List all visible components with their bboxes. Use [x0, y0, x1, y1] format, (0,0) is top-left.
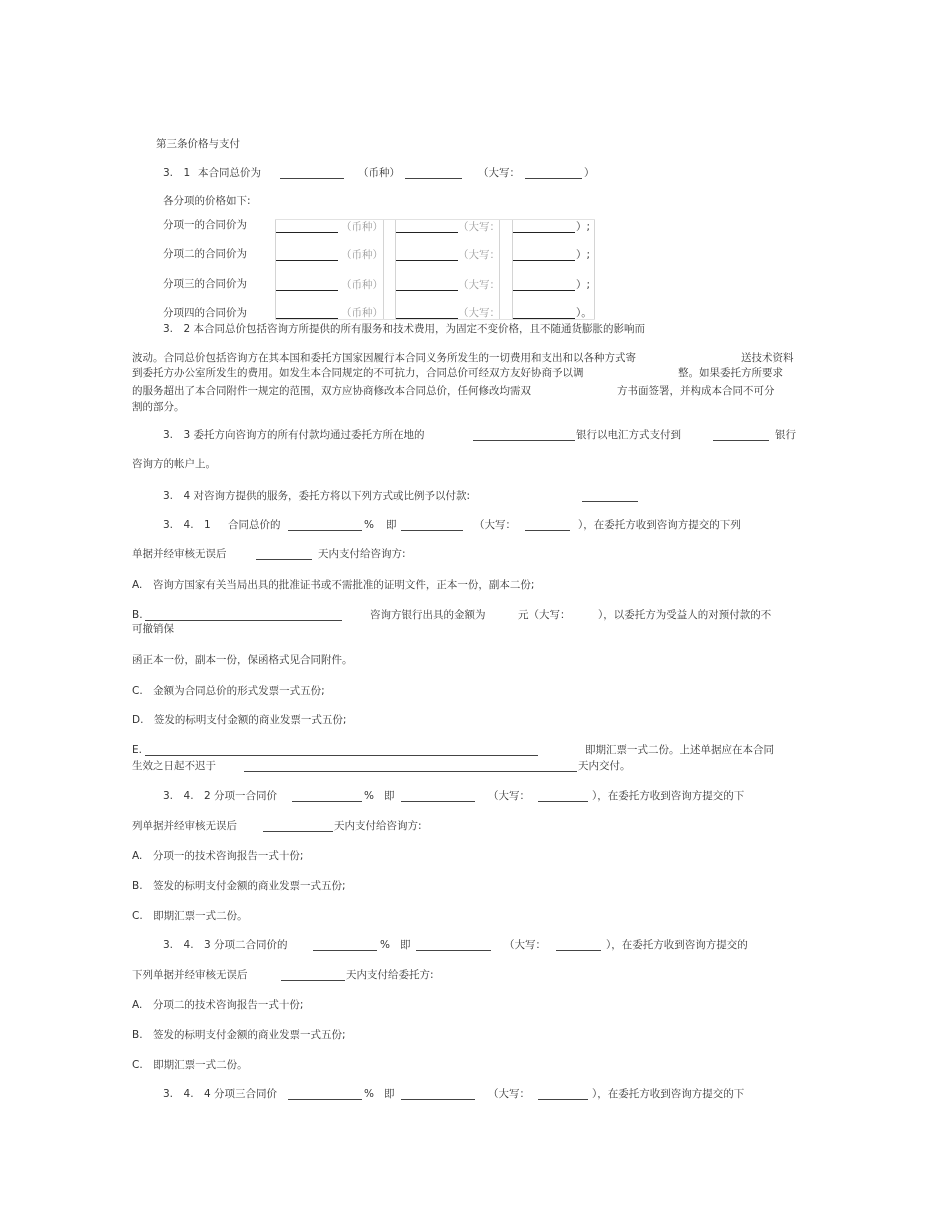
currency-label: （币种）	[358, 167, 400, 179]
doc-item-e-tail: 天内交付。	[578, 760, 631, 772]
item-daxie-blank[interactable]	[513, 260, 575, 261]
daxie-label: （大写：	[488, 1088, 530, 1100]
clause-3-4-2-num: 3. 4. 2	[163, 790, 211, 802]
delivery-days-blank[interactable]	[244, 760, 577, 772]
clause-3-4-3-label: 分项二合同价的	[214, 939, 288, 951]
clause-3-2-line-3b: 整。如果委托方所要求	[678, 367, 783, 379]
clause-3-4-4-label: 分项三合同价	[214, 1088, 277, 1100]
amount-blank[interactable]	[401, 790, 475, 802]
clause-3-4-3-num: 3. 4. 3	[163, 939, 211, 951]
doc-item-a: A. 咨询方国家有关当局出具的批准证书或不需批准的证明文件，正本一份，副本二份;	[132, 579, 535, 591]
clause-3-2-line-4: 的服务超出了本合同附件一规定的范围，双方应协商修改本合同总价，任何修改均需双	[132, 385, 531, 397]
item-currency-label: （币种）	[341, 249, 383, 261]
clause-3-2-line-3: 到委托方办公室所发生的费用。如发生本合同规定的不可抗力，合同总价可经双方友好协商予以调	[132, 367, 584, 379]
ji-label: 即	[384, 790, 395, 802]
daxie-blank[interactable]	[525, 167, 582, 179]
clause-3-4-1-label: 合同总价的	[228, 519, 281, 531]
pct-blank[interactable]	[288, 1088, 362, 1100]
pct-sign: %	[364, 790, 374, 802]
pct-sign: %	[380, 939, 390, 951]
clause-3-3-line-1: 3. 3 委托方向咨询方的所有付款均通过委托方所在地的	[163, 429, 425, 441]
doc-item-c: C. 金额为合同总价的形式发票一式五份;	[132, 685, 325, 697]
ji-label: 即	[400, 939, 411, 951]
section-title: 第三条价格与支付	[156, 138, 240, 150]
clause-3-4-4-num: 3. 4. 4	[163, 1088, 211, 1100]
item-currency-label: （币种）	[341, 221, 383, 233]
clause-3-3-bank: 银行	[775, 429, 796, 441]
daxie-label: （大写：	[474, 519, 516, 531]
item-label: 分项四的合同价为	[163, 307, 247, 319]
doc-item-a: A. 分项二的技术咨询报告一式十份;	[132, 999, 304, 1011]
daxie-close: ）	[584, 167, 595, 179]
doc-item-e-text: 即期汇票一式二份。上述单据应在本合同	[585, 744, 774, 756]
clause-3-4-text: 3. 4 对咨询方提供的服务，委托方将以下列方式或比例予以付款:	[163, 490, 471, 502]
daxie-label: （大写：	[504, 939, 546, 951]
consultant-bank-blank[interactable]	[713, 429, 769, 441]
item-daxie-label: （大写：	[458, 307, 500, 319]
doc-item-b-tail: ），以委托方为受益人的对预付款的不	[598, 609, 772, 621]
clause-3-4-2-line-2: 列单据并经审核无误后	[132, 820, 237, 832]
currency-blank[interactable]	[405, 167, 462, 179]
item-daxie-label: （大写：	[458, 249, 500, 261]
bank-blank[interactable]	[473, 429, 575, 441]
item-label: 分项一的合同价为	[163, 219, 247, 231]
item-end: ）;	[576, 279, 591, 291]
doc-item-b: B. 签发的标明支付金额的商业发票一式五份;	[132, 880, 346, 892]
pct-blank[interactable]	[313, 939, 377, 951]
amount-blank[interactable]	[401, 1088, 475, 1100]
item-end: ）。	[576, 307, 592, 319]
item-daxie-label: （大写：	[458, 221, 500, 233]
item-end: ）;	[576, 249, 591, 261]
pct-blank[interactable]	[288, 519, 362, 531]
item-currency-blank[interactable]	[396, 318, 458, 319]
item-label: 分项二的合同价为	[163, 248, 247, 260]
clause-3-3-line-2: 咨询方的帐户上。	[132, 458, 216, 470]
item-daxie-blank[interactable]	[513, 318, 575, 319]
doc-item-c: C. 即期汇票一式二份。	[132, 1059, 248, 1071]
amount-blank[interactable]	[401, 519, 463, 531]
doc-item-b-line-2: 可撤销保	[132, 623, 174, 635]
doc-item-e-letter: E.	[132, 744, 142, 756]
daxie-label: （大写：	[488, 790, 530, 802]
pct-blank[interactable]	[292, 790, 362, 802]
item-currency-blank[interactable]	[396, 260, 458, 261]
clause-3-2-line-4b: 方书面签署，并构成本合同不可分	[617, 385, 775, 397]
clause-3-4-1-line-2: 单据并经审核无误后	[132, 548, 227, 560]
doc-item-a: A. 分项一的技术咨询报告一式十份;	[132, 850, 304, 862]
doc-item-e-blank[interactable]	[145, 744, 538, 756]
days-blank[interactable]	[256, 548, 312, 560]
total-price-blank[interactable]	[280, 167, 344, 179]
ji-label: 即	[386, 519, 397, 531]
clause-3-4-2-line-2b: 天内支付给咨询方:	[334, 820, 422, 832]
clause-3-4-1-line-2b: 天内支付给咨询方:	[318, 548, 406, 560]
item-daxie-label: （大写：	[458, 279, 500, 291]
item-currency-blank[interactable]	[396, 232, 458, 233]
doc-item-e-line-2: 生效之日起不迟于	[132, 760, 216, 772]
days-blank[interactable]	[281, 969, 345, 981]
item-daxie-blank[interactable]	[513, 232, 575, 233]
daxie-blank[interactable]	[556, 939, 601, 951]
clause-3-3-mid: 银行以电汇方式支付到	[576, 429, 681, 441]
days-blank[interactable]	[263, 820, 333, 832]
item-end: ）;	[576, 221, 591, 233]
ji-label: 即	[384, 1088, 395, 1100]
payment-method-blank[interactable]	[582, 490, 638, 502]
item-currency-label: （币种）	[341, 279, 383, 291]
item-label: 分项三的合同价为	[163, 278, 247, 290]
item-currency-label: （币种）	[341, 307, 383, 319]
clause-3-2-line-1: 3. 2 本合同总价包括咨询方所提供的所有服务和技术费用，为固定不变价格，且不随通货膨胀的影响而	[163, 323, 646, 335]
clause-3-4-1-tail: ），在委托方收到咨询方提交的下列	[578, 519, 741, 531]
daxie-blank[interactable]	[538, 1088, 588, 1100]
item-price-blank[interactable]	[276, 290, 338, 291]
daxie-blank[interactable]	[538, 790, 588, 802]
clause-3-1-label: 本合同总价为	[198, 167, 261, 179]
doc-item-b-letter: B.	[132, 609, 143, 621]
clause-3-2-line-5: 割的部分。	[132, 401, 185, 413]
clause-3-4-1-num: 3. 4. 1	[163, 519, 211, 531]
daxie-blank[interactable]	[525, 519, 570, 531]
doc-item-c: C. 即期汇票一式二份。	[132, 910, 248, 922]
daxie-label: （大写：	[478, 167, 520, 179]
clause-3-2-line-2b: 送技术资料	[741, 352, 794, 364]
amount-blank[interactable]	[416, 939, 491, 951]
doc-item-b-blank[interactable]	[145, 609, 342, 621]
doc-item-b-yuan: 元（大写：	[518, 609, 571, 621]
clause-3-4-4-tail: ），在委托方收到咨询方提交的下	[592, 1088, 745, 1100]
item-price-blank[interactable]	[276, 318, 338, 319]
clause-3-4-3-line-2: 下列单据并经审核无误后	[132, 969, 248, 981]
doc-item-b: B. 签发的标明支付金额的商业发票一式五份;	[132, 1029, 346, 1041]
clause-3-4-3-line-2b: 天内支付给委托方:	[346, 969, 434, 981]
doc-item-b-text: 咨询方银行出具的金额为	[370, 609, 486, 621]
clause-3-1-num: 3. 1	[163, 167, 191, 179]
item-price-blank[interactable]	[276, 232, 338, 233]
doc-item-d: D. 签发的标明支付金额的商业发票一式五份;	[132, 714, 347, 726]
item-daxie-blank[interactable]	[513, 290, 575, 291]
clause-3-2-line-2: 波动。合同总价包括咨询方在其本国和委托方国家因履行本合同义务所发生的一切费用和支出和以各种方式寄	[132, 352, 636, 364]
item-price-blank[interactable]	[276, 260, 338, 261]
clause-3-4-3-tail: ），在委托方收到咨询方提交的	[606, 939, 748, 951]
pct-sign: %	[364, 519, 374, 531]
items-intro: 各分项的价格如下:	[163, 195, 251, 207]
doc-item-b-line-3: 函正本一份，副本一份，保函格式见合同附件。	[132, 654, 353, 666]
pct-sign: %	[364, 1088, 374, 1100]
item-currency-blank[interactable]	[396, 290, 458, 291]
clause-3-4-2-tail: ），在委托方收到咨询方提交的下	[592, 790, 745, 802]
clause-3-4-2-label: 分项一合同价	[214, 790, 277, 802]
